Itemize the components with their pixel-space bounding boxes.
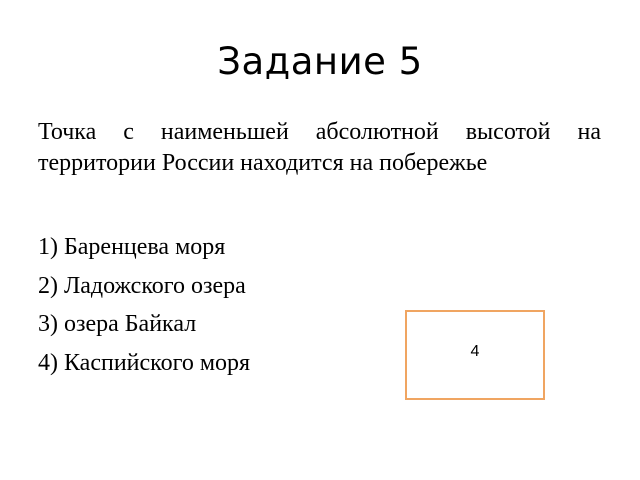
answer-option-3: 3) озера Байкал <box>38 311 197 337</box>
answer-option-1: 1) Баренцева моря <box>38 234 226 260</box>
answer-options-list <box>38 232 250 386</box>
answer-option-2: 2) Ладожского озера <box>38 272 246 299</box>
answer-box <box>405 310 545 400</box>
answer-value: 4 <box>470 343 480 360</box>
slide-title: Задание 5 <box>217 40 423 83</box>
answer-option-4: 4) Каспийского моря <box>38 349 251 376</box>
question-text: Точка с наименьшей абсолютной высотой на территории России находится на побережье <box>38 119 601 176</box>
